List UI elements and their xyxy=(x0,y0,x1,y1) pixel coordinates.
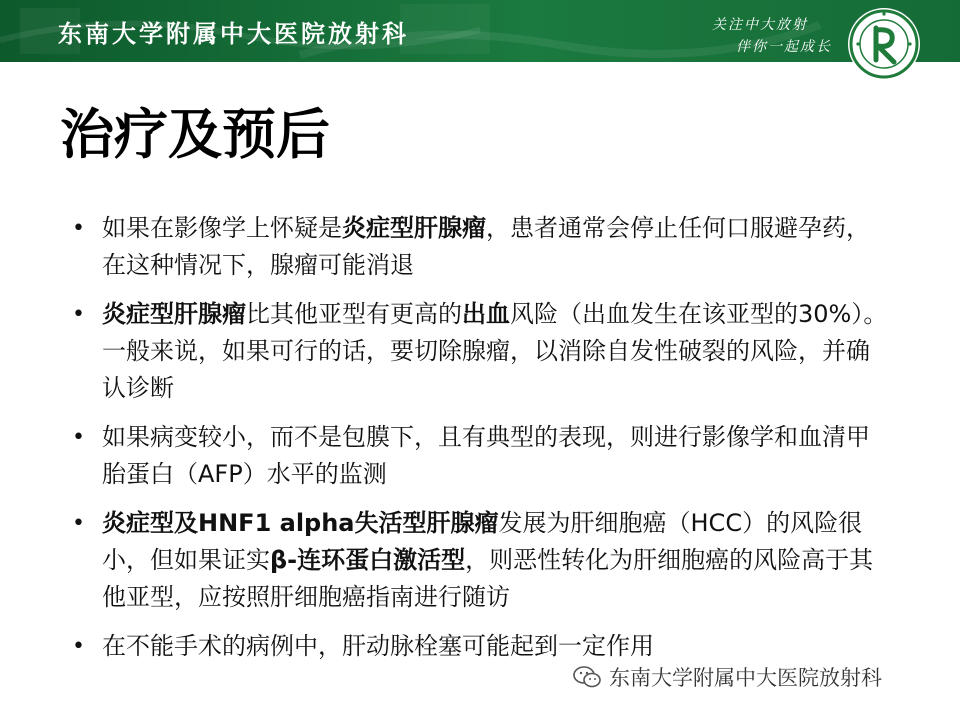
bullet-text-bold: 出血 xyxy=(462,300,510,328)
bullet-text: 在不能手术的病例中，肝动脉栓塞可能起到一定作用 xyxy=(102,632,654,660)
bullet-text: 风险（出血发生在该亚型的30%）。一般来说，如果可行的话，要切除腺瘤，以消除自发性破裂的风险，并确认诊断 xyxy=(102,300,888,402)
bullet-text: ，患者通常会停止任何口服避孕药，在这种情况下，腺瘤可能消退 xyxy=(102,214,870,279)
bullet-marker: • xyxy=(72,511,85,536)
bullet-text-bold: β-连环蛋白激活型 xyxy=(270,546,466,574)
footer-watermark-text: 东南大学附属中大医院放射科 xyxy=(609,666,882,690)
header-slogan-line1: 关注中大放射 xyxy=(712,17,808,33)
bullet-marker: • xyxy=(72,634,85,659)
bullet-marker: • xyxy=(72,302,85,327)
wechat-icon xyxy=(573,665,601,689)
bullet-text: 如果在影像学上怀疑是 xyxy=(102,214,342,242)
footer-watermark xyxy=(573,662,882,692)
bullet-item xyxy=(72,628,892,665)
bullet-item xyxy=(72,210,892,284)
bullet-text-bold: 炎症型及HNF1 alpha失活型肝腺瘤 xyxy=(102,509,499,537)
bullet-item xyxy=(72,296,892,407)
bullet-text: 发展为肝细胞癌（HCC）的风险很小，但如果证实 xyxy=(102,509,863,574)
bullet-text-bold: 炎症型肝腺瘤 xyxy=(102,300,246,328)
header-banner xyxy=(0,0,960,62)
bullet-item xyxy=(72,419,892,493)
bullet-marker: • xyxy=(72,216,85,241)
header-title: 东南大学附属中大医院放射科 xyxy=(58,19,409,48)
bullet-marker: • xyxy=(72,425,85,450)
bullet-text: 如果病变较小，而不是包膜下，且有典型的表现，则进行影像学和血清甲胎蛋白（AFP）水平的监测 xyxy=(102,423,870,488)
hospital-radiology-logo-icon xyxy=(846,6,926,86)
slide-title: 治疗及预后 xyxy=(60,103,330,166)
bullet-text: 比其他亚型有更高的 xyxy=(246,300,462,328)
bullet-text: ，则恶性转化为肝细胞癌的风险高于其他亚型，应按照肝细胞癌指南进行随访 xyxy=(102,546,874,611)
bullet-text-bold: 炎症型肝腺瘤 xyxy=(342,214,486,242)
bullet-item xyxy=(72,505,892,616)
header-slogan-line2: 伴你一起成长 xyxy=(736,39,832,55)
bullet-list xyxy=(72,210,892,677)
